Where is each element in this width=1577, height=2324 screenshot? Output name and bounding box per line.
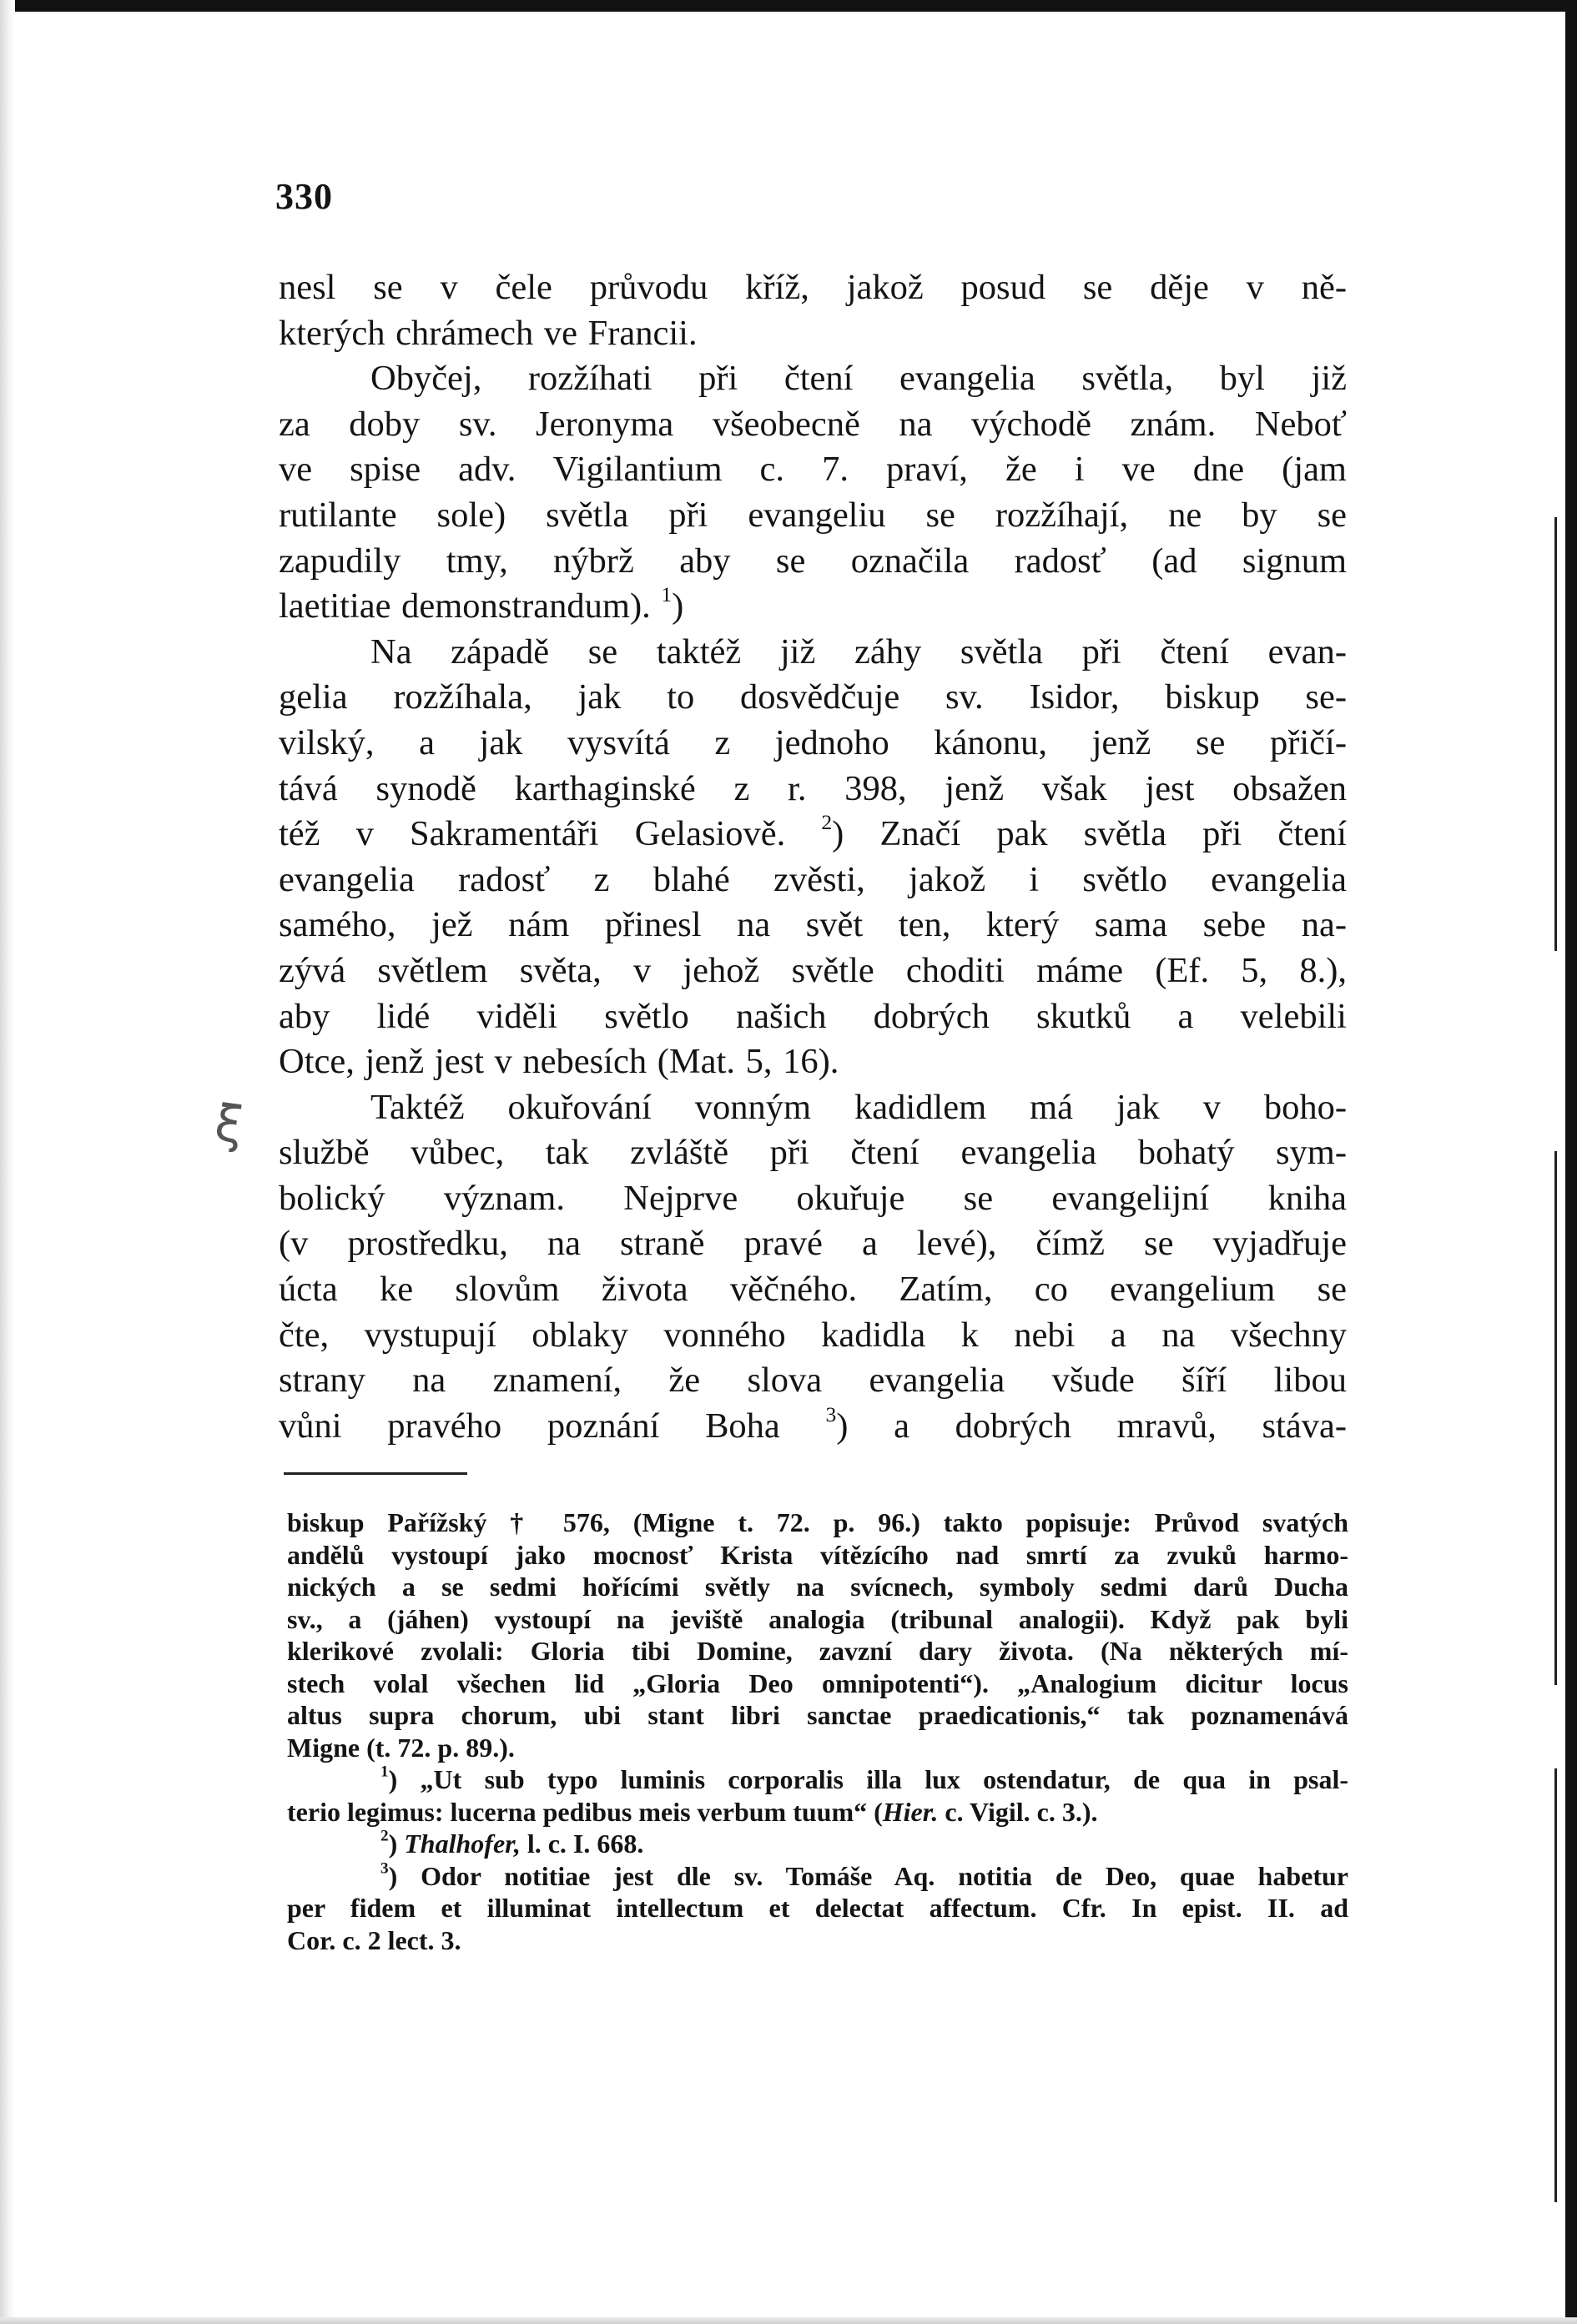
footnote-3: $^3$) Odor notitiae jest dle sv. Tomáše Aq. notitia de Deo, quae habetur (380, 1859, 1349, 1891)
main-text (279, 265, 1347, 1449)
text-line: Na západě se taktéž již záhy světla při čtení evan- (370, 631, 1347, 672)
text-line: vilský, a jak vysvítá z jednoho kánonu, jenž se přičí- (279, 722, 1347, 762)
footnote-line: nických a se sedmi hořícími světly na svícnech, symboly sedmi darů Ducha (287, 1572, 1348, 1602)
scan-edge-rule (1554, 1768, 1557, 2202)
text-segment: a dobrých mravů, stáva- (894, 1406, 1347, 1446)
handwritten-margin-mark: ξ (211, 1094, 248, 1155)
footnote-ref[interactable]: 3 (825, 1401, 837, 1426)
footnote-line: altus supra chorum, ubi stant libri sanctae praedicationis,“ tak poznamenává (287, 1700, 1348, 1730)
scan-border-bottom (0, 2317, 1577, 2324)
footnotes (287, 1507, 1348, 1956)
footnote-number: 2 (380, 1827, 389, 1845)
scan-edge-rule (1554, 1151, 1557, 1685)
text-line: Otce, jenž jest v nebesích (Mat. 5, 16). (279, 1042, 839, 1082)
text-line: ve spise adv. Vigilantium c. 7. praví, že i ve dne (jam (279, 450, 1347, 490)
text-segment: c. Vigil. c. 3.). (938, 1796, 1098, 1827)
text-segment: laetitiae demonstrandum). (279, 586, 651, 626)
text-line: službě vůbec, tak zvláště při čtení evangelia bohatý sym- (279, 1133, 1347, 1173)
footnote-line: sv., a (jáhen) vystoupí na jeviště analogia (tribunal analogii). Když pak byli (287, 1603, 1348, 1634)
footnote-ref[interactable]: 2 (821, 810, 833, 834)
text-segment: též v Sakramentáři Gelasiově. (279, 814, 786, 854)
footnote-separator (284, 1472, 467, 1475)
text-line: (v prostředku, na straně pravé a levé), čímž se vyjadřuje (279, 1224, 1347, 1264)
citation-author: Hier. (882, 1796, 939, 1827)
text-line: strany na znamení, že slova evangelia všude šíří libou (279, 1361, 1347, 1401)
footnote-2: $^2$) Thalhofer, l. c. I. 668. (380, 1827, 644, 1859)
text-segment: Odor notitiae jest dle sv. Tomáše Aq. notitia de Deo, quae habetur (421, 1860, 1349, 1891)
text-line: tává synodě karthaginské z r. 398, jenž však jest obsažen (279, 768, 1347, 808)
text-line: zapudily tmy, nýbrž aby se označila radosť (ad signum (279, 541, 1347, 581)
text-line: rutilante sole) světla při evangeliu se rozžíhají, ne by se (279, 495, 1347, 535)
scan-edge-rule (1554, 517, 1557, 951)
text-segment: Značí pak světla při čtení (879, 814, 1347, 854)
text-line: gelia rozžíhala, jak to dosvědčuje sv. Isidor, biskup se- (279, 677, 1347, 717)
scan-border-left (0, 0, 15, 2324)
text-line: čte, vystupují oblaky vonného kadidla k nebi a na všechny (279, 1315, 1347, 1355)
footnote-number: 1 (380, 1763, 389, 1781)
footnote-1: $^1$) „Ut sub typo luminis corporalis illa lux ostendatur, de qua in psal- (380, 1763, 1349, 1794)
text-line: za doby sv. Jeronyma všeobecně na východě znám. Neboť (279, 404, 1347, 444)
text-segment: vůni pravého poznání Boha (279, 1406, 780, 1446)
page-number: 330 (275, 176, 333, 217)
text-segment: „Ut sub typo luminis corporalis illa lux ostendatur, de qua in psal- (420, 1764, 1349, 1794)
text-segment: terio legimus: lucerna pedibus meis verbum tuum“ ( (287, 1796, 883, 1827)
text-line: úcta ke slovům života věčného. Zatím, co evangelium se (279, 1270, 1347, 1310)
footnote-line: klerikové zvolali: Gloria tibi Domine, zavzní dary života. (Na některých mí- (287, 1636, 1348, 1666)
footnote-number: 3 (380, 1859, 389, 1878)
text-line: bolický význam. Nejprve okuřuje se evangelijní kniha (279, 1178, 1347, 1218)
text-line: kterých chrámech ve Francii. (279, 313, 698, 353)
text-line: vůni pravého poznání Boha $^3$) a dobrých mravů, stáva- (279, 1401, 1347, 1446)
text-line: samého, jež nám přinesl na svět ten, který sama sebe na- (279, 905, 1347, 945)
text-segment: l. c. I. 668. (520, 1829, 644, 1859)
footnote-line: Migne (t. 72. p. 89.). (287, 1732, 515, 1763)
text-line: laetitiae demonstrandum). $^1$) (279, 582, 684, 626)
text-line: aby lidé viděli světlo našich dobrých skutků a velebili (279, 996, 1347, 1036)
scan-border-top (0, 0, 1577, 12)
text-line: nesl se v čele průvodu kříž, jakož posud se děje v ně- (279, 268, 1347, 307)
footnote-ref[interactable]: 1 (661, 582, 673, 607)
footnote-line: per fidem et illuminat intellectum et delectat affectum. Cfr. In epist. II. ad (287, 1893, 1348, 1923)
footnote-line (287, 1796, 1348, 1829)
footnote-line: Cor. c. 2 lect. 3. (287, 1924, 461, 1955)
text-line: též v Sakramentáři Gelasiově. $^2$) Značí pak světla při čtení (279, 810, 1347, 854)
text-line: zývá světlem světa, v jehož světle choditi máme (Ef. 5, 8.), (279, 950, 1347, 990)
text-line: evangelia radosť z blahé zvěsti, jakož i světlo evangelia (279, 859, 1347, 899)
footnote-line: andělů vystoupí jako mocnosť Krista vítězícího nad smrtí za zvuků harmo- (287, 1539, 1348, 1570)
footnote-line: biskup Pařížský † 576, (Migne t. 72. p. 96.) takto popisuje: Průvod svatých (287, 1507, 1348, 1537)
text-line: Obyčej, rozžíhati při čtení evangelia světla, byl již (370, 359, 1347, 399)
scan-border-right (1565, 0, 1577, 2324)
citation-author: Thalhofer, (404, 1829, 521, 1859)
text-line: Taktéž okuřování vonným kadidlem má jak v boho- (370, 1087, 1347, 1127)
footnote-line: stech volal všechen lid „Gloria Deo omnipotenti“). „Analogium dicitur locus (287, 1668, 1348, 1698)
